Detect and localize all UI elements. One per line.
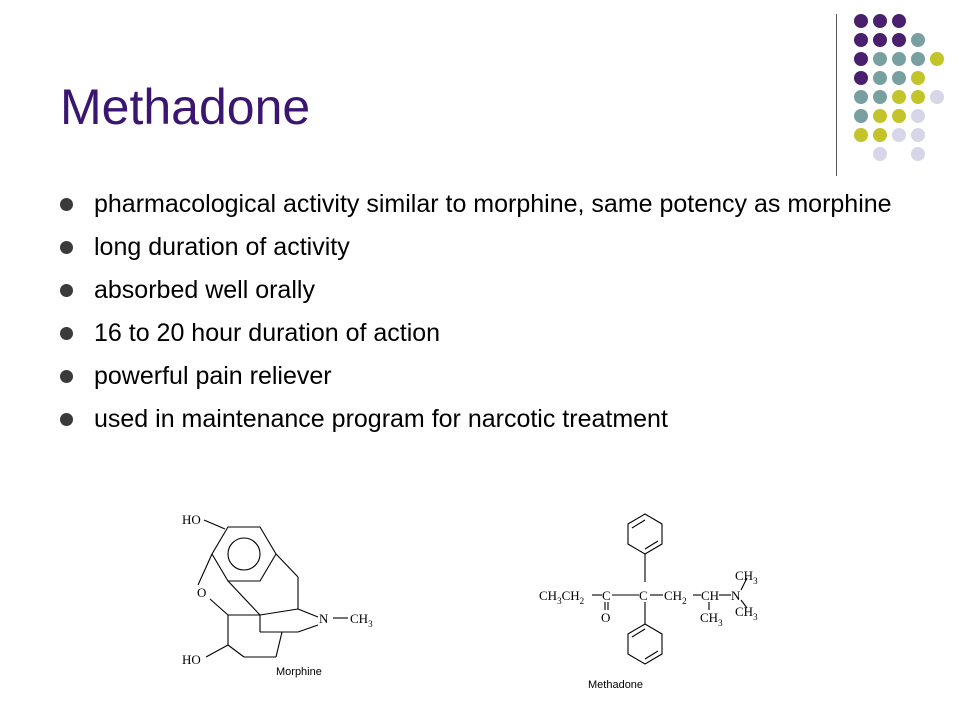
methadone-caption: Methadone xyxy=(588,679,644,691)
decorative-dot xyxy=(930,90,944,104)
bullet-item xyxy=(60,233,900,262)
morphine-ho-top-label: HO xyxy=(182,512,201,527)
decorative-dot xyxy=(873,52,887,66)
morphine-bond xyxy=(276,554,298,577)
methadone-ch-label: CH xyxy=(701,588,720,603)
bullet-dot-icon xyxy=(60,327,73,340)
decorative-dot xyxy=(911,71,925,85)
morphine-bond xyxy=(228,581,260,615)
decorative-dot xyxy=(892,90,906,104)
title-divider-line xyxy=(836,14,837,176)
decorative-dot xyxy=(854,33,868,47)
decorative-dot xyxy=(911,128,925,142)
morphine-bond xyxy=(228,645,244,657)
decorative-dot xyxy=(873,109,887,123)
bullet-text: 16 to 20 hour duration of action xyxy=(94,319,441,347)
decorative-dot xyxy=(873,71,887,85)
morphine-ch3-label: $CH_3$ xyxy=(350,611,373,629)
decorative-dot xyxy=(892,14,906,28)
methadone-n-ch3-top-label: $CH_3$ xyxy=(735,568,758,586)
decorative-dot xyxy=(873,128,887,142)
methadone-n-label: N xyxy=(731,588,741,603)
morphine-aromatic-circle xyxy=(228,538,260,570)
decorative-dot xyxy=(873,33,887,47)
morphine-structure xyxy=(180,507,380,682)
decorative-dot xyxy=(892,109,906,123)
decorative-dot xyxy=(854,14,868,28)
morphine-n-label: N xyxy=(319,611,329,626)
methadone-phenyl-ring-top xyxy=(628,514,662,554)
morphine-caption: Morphine xyxy=(276,666,322,678)
methadone-phenyl-ring-bottom xyxy=(628,624,662,664)
methadone-carbonyl-c-label: C xyxy=(602,588,611,603)
methadone-o-label: O xyxy=(601,610,611,625)
morphine-bond xyxy=(204,520,225,529)
decorative-dot-grid xyxy=(848,14,948,164)
bullet-dot-icon xyxy=(60,370,73,383)
decorative-dot xyxy=(911,33,925,47)
morphine-bond xyxy=(298,625,318,632)
methadone-structure xyxy=(535,512,775,692)
decorative-dot xyxy=(892,33,906,47)
bullet-dot-icon xyxy=(60,284,73,297)
bullet-text: absorbed well orally xyxy=(94,276,315,304)
bullet-dot-icon xyxy=(60,241,73,254)
bullet-item xyxy=(60,319,900,348)
morphine-bond xyxy=(260,609,298,615)
morphine-bond xyxy=(276,632,282,657)
decorative-dot xyxy=(873,147,887,161)
methadone-ch3-branch-label: $CH_3$ xyxy=(700,610,723,628)
decorative-dot xyxy=(911,90,925,104)
morphine-bond xyxy=(198,554,212,585)
slide-title: Methadone xyxy=(60,79,311,135)
decorative-dot xyxy=(892,128,906,142)
methadone-ch2-label: $CH_2$ xyxy=(664,588,687,606)
bullet-text: pharmacological activity similar to morphine, same potency as morphine xyxy=(94,190,892,218)
decorative-dot xyxy=(873,14,887,28)
methadone-double-bond xyxy=(632,520,645,528)
morphine-bond xyxy=(298,609,318,617)
decorative-dot xyxy=(911,109,925,123)
decorative-dot xyxy=(873,90,887,104)
bullet-dot-icon xyxy=(60,413,73,426)
decorative-dot xyxy=(854,71,868,85)
decorative-dot xyxy=(854,109,868,123)
methadone-ch3ch2-label: $CH_3CH_2$ xyxy=(539,588,585,606)
decorative-dot xyxy=(854,128,868,142)
bullet-text: powerful pain reliever xyxy=(94,362,332,390)
bullet-list xyxy=(60,190,900,448)
bullet-item xyxy=(60,276,900,305)
bullet-text: used in maintenance program for narcotic treatment xyxy=(94,405,668,433)
decorative-dot xyxy=(854,52,868,66)
decorative-dot xyxy=(930,52,944,66)
methadone-n-ch3-bottom-label: $CH_3$ xyxy=(735,604,758,622)
morphine-bond xyxy=(206,645,228,657)
bullet-dot-icon xyxy=(60,198,73,211)
bullet-item xyxy=(60,190,900,219)
morphine-o-label: O xyxy=(197,585,207,600)
morphine-aromatic-ring xyxy=(212,527,276,581)
bullet-item xyxy=(60,405,900,434)
decorative-dot xyxy=(892,71,906,85)
decorative-dot xyxy=(911,52,925,66)
decorative-dot xyxy=(911,147,925,161)
bullet-text: long duration of activity xyxy=(94,233,350,261)
bullet-item xyxy=(60,362,900,391)
decorative-dot xyxy=(892,52,906,66)
methadone-quaternary-c-label: C xyxy=(639,588,648,603)
decorative-dot xyxy=(854,90,868,104)
morphine-bond xyxy=(210,599,228,615)
morphine-ho-bottom-label: HO xyxy=(182,652,201,667)
